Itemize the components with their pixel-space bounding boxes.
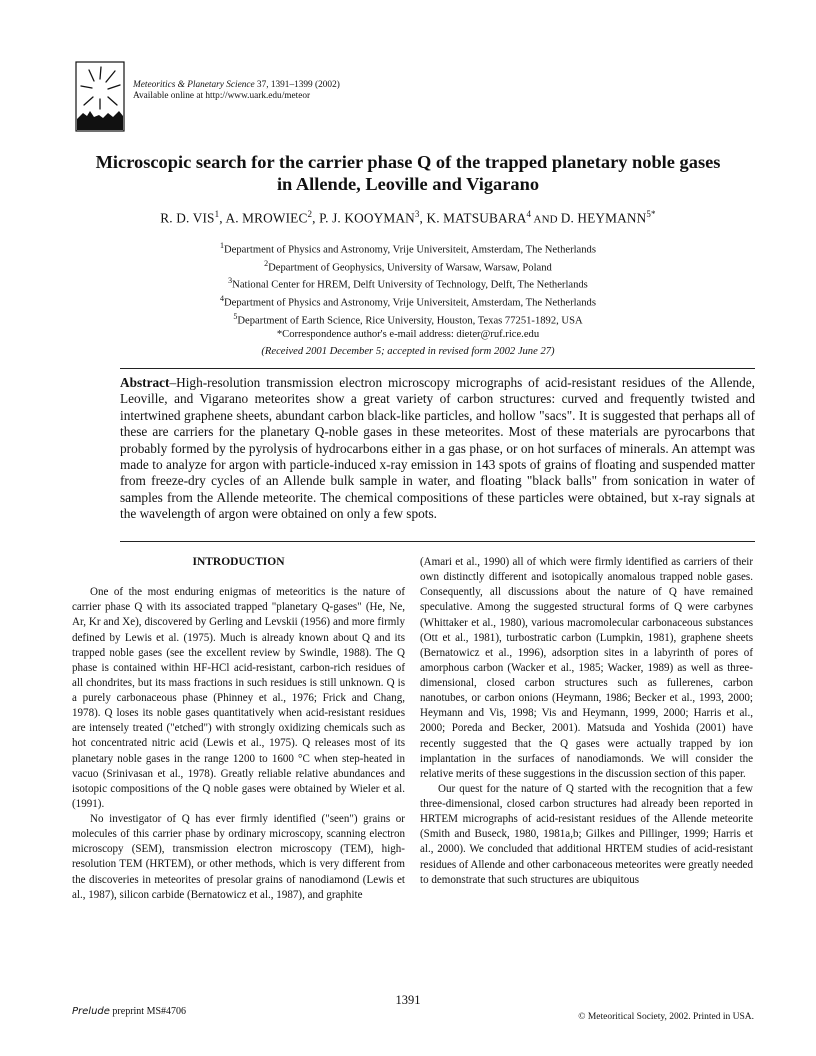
body-paragraph: (Amari et al., 1990) all of which were firmly identified as carriers of their own distinctly different and isotopically anomalous trapped noble gases. Consequently, all discussions about the nature of Q have remained speculative. Among the suggested structural forms of Q were carbynes (Whittaker et al., 1980), various macromolecular carbonaceous substances (Ott et al., 1981), turbostratic carbon (Lumpkin, 1981), graphene sheets (Bernatowicz et al., 1996), adsorption sites in a labyrinth of pores of amorphous carbon (Wacker et al., 1985; Wacker, 1989) as well as three-dimensional, closed carbon structures such as fullerenes, carbon nanotubes, or carbon onions (Heymann, 1986; Becker et al., 1993, 2000; Heymann and Vis, 1998; Vis and Heymann, 1999, 2000; Harris et al., 2000; Poreda and Becker, 2001). Matsuda and Yoshida (2001) have recently suggested that the Q gases were actually trapped by ion implantation in the surfaces of nanodiamonds. We will consider the relative merits of these suggestions in the discussion section of this paper. <box>420 556 753 780</box>
author-separator: , <box>419 210 427 226</box>
right-column <box>420 555 753 888</box>
left-column <box>72 555 405 903</box>
section-heading-introduction: INTRODUCTION <box>192 556 285 568</box>
affiliation-mark: 1 <box>220 241 225 250</box>
affiliation-text: *Correspondence author's e-mail address: dieter@ruf.rice.edu <box>276 328 540 340</box>
abstract-text: –High-resolution transmission electron microscopy micrographs of acid-resistant residues of the Allende, Leoville, and Vigarano meteorites show a great variety of carbon structures: curved and frequently twisted and intertwined graphene sheets, abundant carbon black-like particles, and hollow "sacs". It is suggested that perhaps all of these are carriers for the planetary Q-noble gases in these meteorites. Most of these materials are pyrocarbons that probably formed by the pyrolysis of hydrocarbons either in a gas phase, or on hot surfaces of minerals. An attempt was made to analyze for argon with particle-induced x-ray emission in 143 spots of grains of floating and suspended matter from freeze-dry cycles of an Allende bulk sample in water, and floating "black balls" from sonication in water of samples from the Allende meteorite. The chemical compositions of these particles were obtained, but x-ray signals at the wavelength of argon were obtained on only a few spots. <box>120 375 755 522</box>
affiliation-text: Department of Physics and Astronomy, Vrije Universiteit, Amsterdam, The Netherlands <box>224 297 596 309</box>
online-availability: Available online at http://www.uark.edu/meteor <box>133 91 311 101</box>
preprint-note <box>72 1006 186 1017</box>
abstract-top-rule <box>120 368 755 369</box>
author-name: D. HEYMANN <box>560 210 647 226</box>
author-separator: , <box>219 210 226 226</box>
abstract-bottom-rule <box>120 541 755 542</box>
author-separator: , <box>312 210 320 226</box>
body-paragraph: No investigator of Q has ever firmly identified ("seen") grains or molecules of this carrier phase by ordinary microscopy, scanning electron microscopy (SEM), transmission electron microscopy (TEM), high-resolution TEM (HRTEM), or other methods, which is very different from the discoveries in meteorites of presolar grains of nanodiamond (Lewis et al., 1987), silicon carbide (Bernatowicz et al., 1987), and graphite <box>72 813 405 901</box>
affiliation-text: National Center for HREM, Delft University of Technology, Delft, The Netherlands <box>232 280 588 291</box>
affiliation-line <box>0 292 816 310</box>
received-dates: (Received 2001 December 5; accepted in revised form 2002 June 27) <box>261 346 555 357</box>
author-affiliation-mark: 4 <box>526 209 532 219</box>
author-list <box>0 209 816 226</box>
affiliation-mark: 5 <box>233 311 238 321</box>
affiliation-line <box>0 310 816 328</box>
copyright-note: © Meteoritical Society, 2002. Printed in USA. <box>578 1012 754 1022</box>
author-name: R. D. VIS <box>160 210 215 226</box>
affiliations <box>0 239 816 341</box>
journal-citation: 37, 1391–1399 (2002) <box>254 80 340 90</box>
affiliation-mark: 4 <box>220 294 225 304</box>
abstract-label: Abstract <box>120 375 170 390</box>
abstract <box>120 375 755 523</box>
journal-logo <box>75 61 125 132</box>
author-affiliation-mark: 1 <box>214 209 220 219</box>
body-paragraph: Our quest for the nature of Q started with the recognition that a few three-dimensional, closed carbon structures had already been reported in HRTEM micrographs of acid-resistant residues of the Allende meteorite (Smith and Buseck, 1980, 1981a,b; Gilkes and Pillinger, 1999; Harris et al., 2000). We concluded that additional HRTEM studies of acid-resistant residues of Allende and other carbonaceous meteorites were greatly needed to demonstrate that such structures are ubiquitous <box>420 782 753 886</box>
affiliation-text: Department of Physics and Astronomy, Vrije Universiteit, Amsterdam, The Netherlands <box>224 244 596 256</box>
author-affiliation-mark: 2 <box>307 209 313 219</box>
preprint-id: preprint MS#4706 <box>109 1006 187 1017</box>
affiliation-line <box>0 257 816 275</box>
title-line-2: in Allende, Leoville and Vigarano <box>276 174 540 194</box>
journal-name: Meteoritics & Planetary Science <box>133 80 255 90</box>
author-name: A. MROWIEC <box>225 210 308 226</box>
journal-header <box>133 80 340 102</box>
author-affiliation-mark: 5* <box>646 209 656 219</box>
author-separator: AND <box>531 213 561 226</box>
prelude-mark: Prelude <box>72 1006 110 1017</box>
author-affiliation-mark: 3 <box>414 209 420 219</box>
affiliation-text: Department of Geophysics, University of Warsaw, Warsaw, Poland <box>268 262 552 274</box>
page-number: 1391 <box>395 993 421 1007</box>
author-name: K. MATSUBARA <box>426 210 527 226</box>
affiliation-mark: 2 <box>264 258 269 268</box>
affiliation-line <box>0 274 816 292</box>
title-line-1: Microscopic search for the carrier phase Q of the trapped planetary noble gases <box>95 152 721 172</box>
paper-title <box>60 151 756 195</box>
affiliation-line <box>0 328 816 341</box>
affiliation-text: Department of Earth Science, Rice University, Houston, Texas 77251-1892, USA <box>237 315 583 327</box>
body-paragraph: One of the most enduring enigmas of meteoritics is the nature of carrier phase Q with its associated trapped "planetary Q-gases" (He, Ne, Ar, Kr and Xe), discovered by Gerling and Levskii (1956) and more firmly defined by Lewis et al. (1975). Much is already known about Q and its trapped noble gases (see the excellent review by Swindle, 1988). The Q phase is contained within HF-HCl acid-resistant, carbon-rich residues of all chondrites, but its mass fractions in such residues is still unknown. Q is a purely carbonaceous phase (Phinney et al., 1976; Frick and Chang, 1978). Q loses its noble gases quantitatively when acid-resistant residues are intensely treated ("etched") with strongly oxidizing chemicals such as hot concentrated nitric acid (Lewis et al., 1975). Q releases most of its planetary noble gases in the range 1200 to 1600 °C when step-heated in vacuo (Srinivasan et al., 1978). Greatly reliable relative abundances and isotopic compositions of the Q noble gases were obtained by Wieler et al. (1991). <box>72 586 405 810</box>
affiliation-line <box>0 239 816 257</box>
author-name: P. J. KOOYMAN <box>319 210 415 226</box>
affiliation-mark: 3 <box>228 276 233 286</box>
